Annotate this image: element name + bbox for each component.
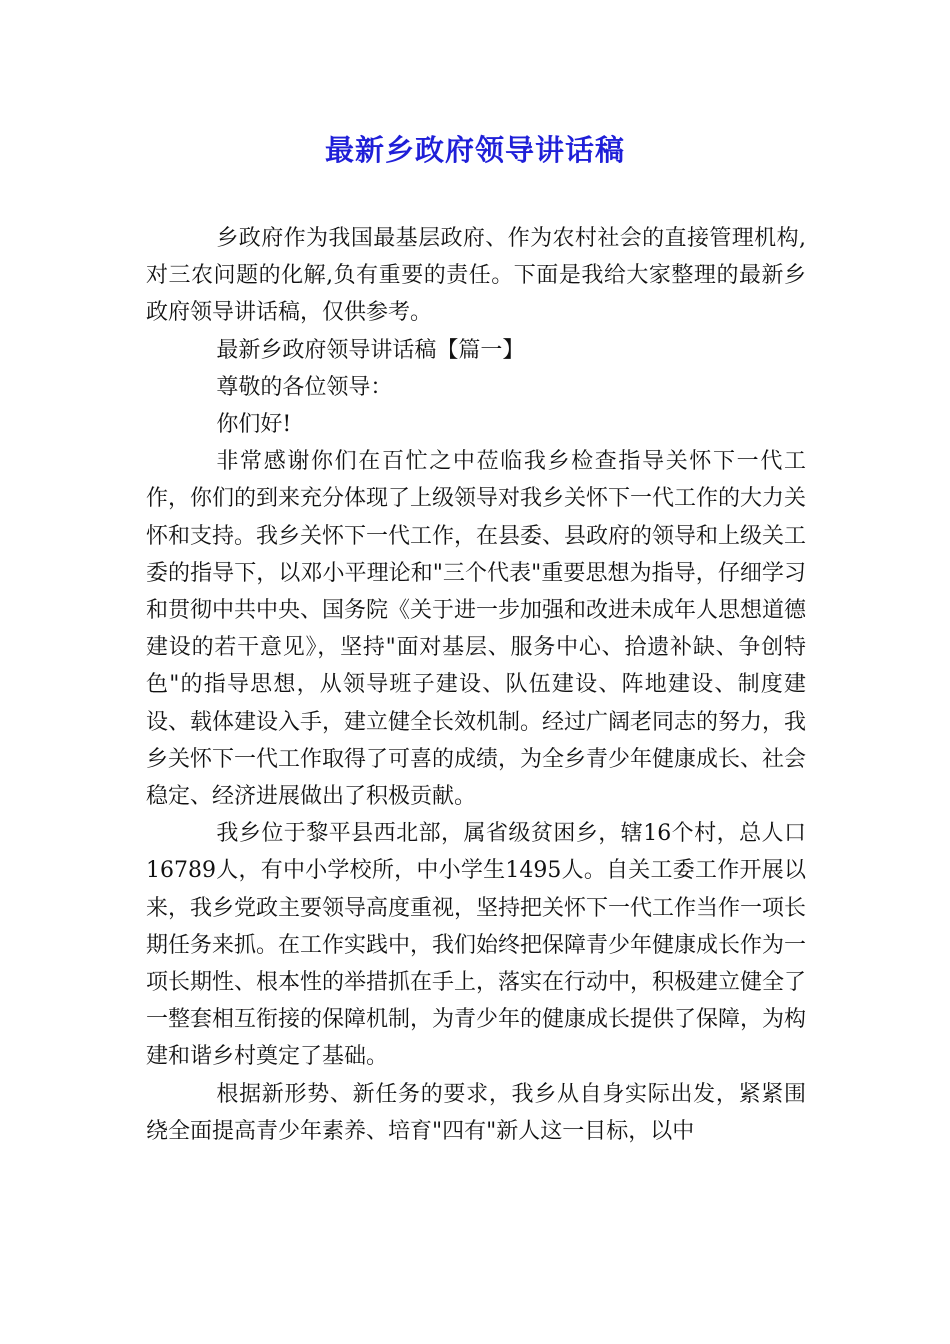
paragraph-background: 我乡位于黎平县西北部，属省级贫困乡，辖16个村，总人口16789人，有中小学校所，中小学生1495人。自关工委工作开展以来，我乡党政主要领导高度重视，坚持把关怀下一代工作当作一项长期任务来抓。在工作实践中，我们始终把保障青少年健康成长作为一项长期性、根本性的举措抓在手上，落实在行动中，积极建立健全了一整套相互衔接的保障机制，为青少年的健康成长提供了保障，为构建和谐乡村奠定了基础。 — [146, 821, 807, 1070]
paragraph-thanks: 非常感谢你们在百忙之中莅临我乡检查指导关怀下一代工作，你们的到来充分体现了上级领导对我乡关怀下一代工作的大力关怀和支持。我乡关怀下一代工作，在县委、县政府的领导和上级关工委的指导下，以邓小平理论和"三个代表"重要思想为指导，仔细学习和贯彻中共中央、国务院《关于进一步加强和改进未成年人思想道德建设的若干意见》，坚持"面对基层、服务中心、拾遗补缺、争创特色"的指导思想，从领导班子建设、队伍建设、阵地建设、制度建设、载体建设入手，建立健全长效机制。经过广阔老同志的努力，我乡关怀下一代工作取得了可喜的成绩，为全乡青少年健康成长、社会稳定、经济进展做出了积极贡献。 — [146, 449, 807, 810]
document-body — [146, 220, 806, 1150]
document-title: 最新乡政府领导讲话稿 — [324, 133, 625, 167]
greeting: 你们好! — [216, 412, 292, 438]
section-heading: 最新乡政府领导讲话稿【篇一】 — [216, 337, 525, 363]
paragraph-intro: 乡政府作为我国最基层政府、作为农村社会的直接管理机构,对三农问题的化解,负有重要的责任。下面是我给大家整理的最新乡政府领导讲话稿，仅供参考。 — [146, 226, 806, 326]
paragraph-continuation: 根据新形势、新任务的要求，我乡从自身实际出发，紧紧围绕全面提高青少年素养、培育"四有"新人这一目标，以中 — [146, 1081, 806, 1144]
salutation: 尊敬的各位领导： — [216, 374, 393, 400]
